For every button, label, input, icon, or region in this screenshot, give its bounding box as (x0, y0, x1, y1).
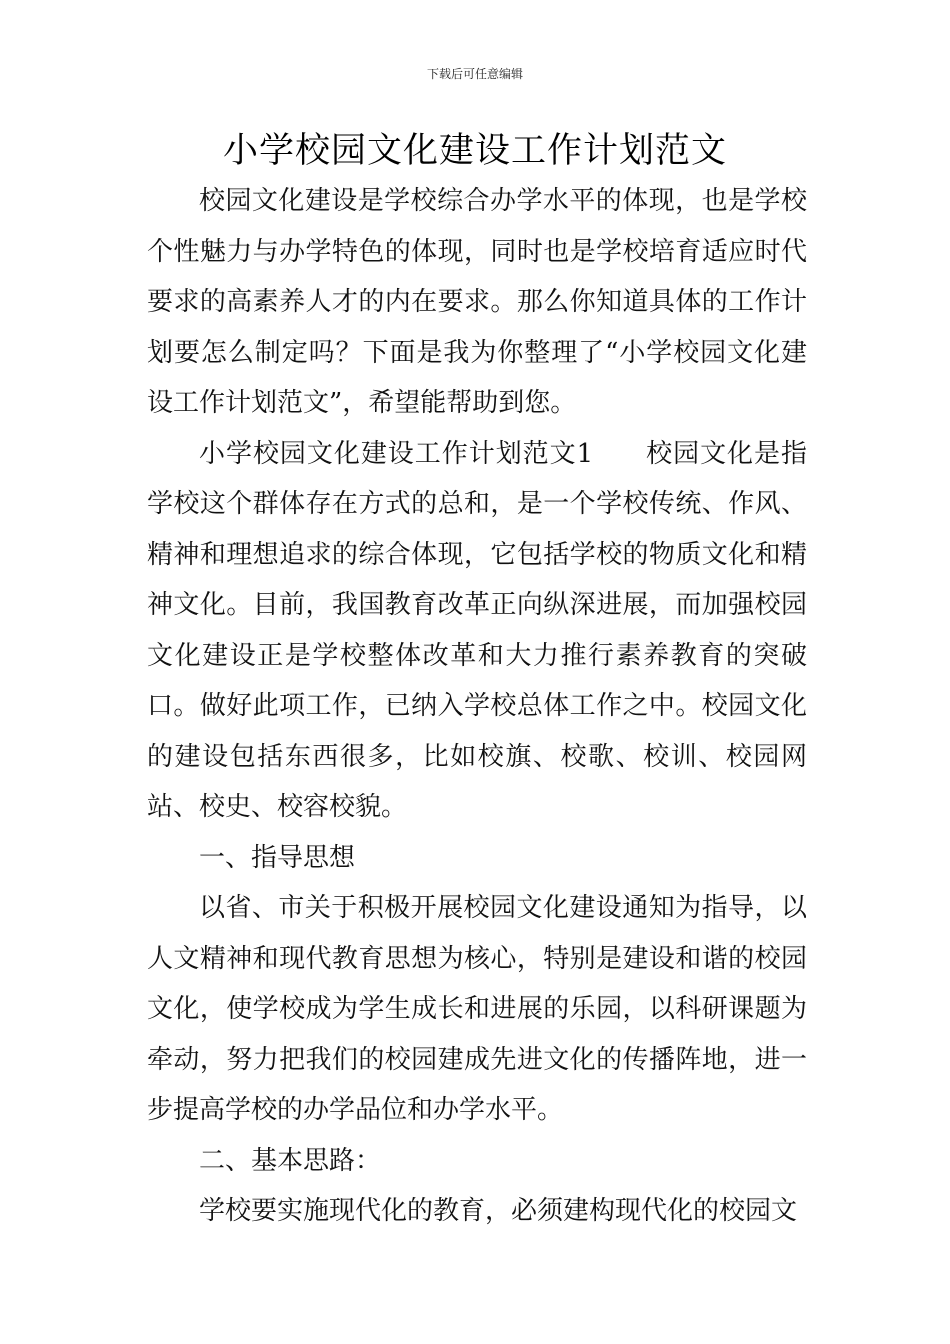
header-note: 下载后可任意编辑 (426, 67, 523, 81)
section1-text: 校园文化是指学校这个群体存在方式的总和，是一个学校传统、作风、精神和理想追求的综合体现，它包括学校的物质文化和精神文化。目前，我国教育改革正向纵深进展，而加强校园文化建设正是学校整体改革和大力推行素养教育的突破口。做好此项工作，已纳入学校总体工作之中。校园文化的建设包括东西很多，比如校旗、校歌、校训、校园网站、校史、校容校貌。 (147, 438, 807, 822)
intro-paragraph: 校园文化建设是学校综合办学水平的体现，也是学校个性魅力与办学特色的体现，同时也是学校培育适应时代要求的高素养人才的内在要求。那么你知道具体的工作计划要怎么制定吗？下面是我为你整理了“小学校园文化建设工作计划范文”，希望能帮助到您。 (147, 186, 807, 418)
section1-paragraph (147, 429, 807, 833)
section1-title: 小学校园文化建设工作计划范文1 (199, 438, 594, 469)
heading-guiding-ideology: 一、指导思想 (199, 842, 356, 873)
document-title: 小学校园文化建设工作计划范文 (222, 131, 727, 171)
heading-basic-approach: 二、基本思路： (199, 1145, 382, 1176)
basic-approach-paragraph: 学校要实施现代化的教育，必须建构现代化的校园文 (199, 1196, 798, 1226)
document-body (147, 176, 807, 1237)
guiding-ideology-paragraph: 以省、市关于积极开展校园文化建设通知为指导，以人文精神和现代教育思想为核心，特别是建设和谐的校园文化，使学校成为学生成长和进展的乐园，以科研课题为牵动，努力把我们的校园建成先进文化的传播阵地，进一步提高学校的办学品位和办学水平。 (147, 893, 807, 1125)
